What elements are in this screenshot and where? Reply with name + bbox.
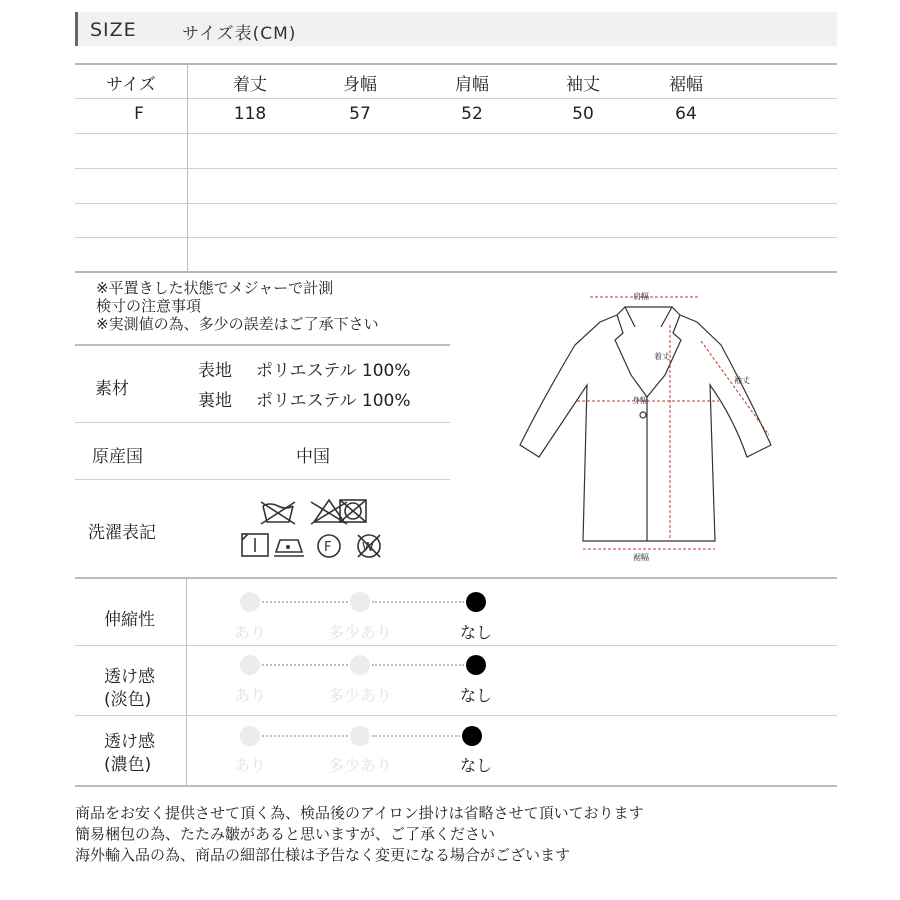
sheer-dark-dot-some — [350, 726, 370, 746]
iron-low-icon — [274, 540, 304, 556]
note-measure: ※平置きした状態でメジャーで計測 — [96, 279, 334, 297]
stretch-option-none: なし — [459, 623, 492, 642]
note-error: ※実測値の為、多少の誤差はご了承下さい — [96, 315, 379, 333]
stretch-option-yes: あり — [233, 623, 266, 642]
row-f-length: 118 — [233, 104, 267, 124]
no-wet-clean-icon — [358, 535, 380, 557]
sheer-light-option-some: 多少あり — [327, 686, 392, 705]
diagram-label-length: 着丈 — [654, 352, 670, 361]
material-outer-value: ポリエステル 100% — [256, 361, 411, 381]
row-f-chest: 57 — [349, 104, 371, 124]
svg-text:W: W — [362, 540, 374, 554]
washing-label: 洗濯表記 — [88, 523, 156, 543]
material-lining-part: 裏地 — [198, 391, 232, 411]
svg-text:F: F — [324, 540, 332, 555]
material-outer-part: 表地 — [198, 361, 232, 381]
diagram-label-sleeve: 袖丈 — [734, 376, 750, 385]
material-lining-value: ポリエステル 100% — [256, 391, 411, 411]
sheer-dark-sublabel: (濃色) — [104, 755, 152, 775]
sheer-light-label: 透け感 — [104, 667, 155, 687]
col-header-length: 着丈 — [233, 75, 267, 95]
no-tumble-dry-icon — [340, 500, 366, 522]
size-subtitle: サイズ表(CM) — [182, 24, 297, 44]
note-title: 検寸の注意事項 — [96, 297, 202, 315]
diagram-label-shoulder: 肩幅 — [633, 292, 649, 301]
material-label: 素材 — [95, 379, 129, 399]
row-f-hem: 64 — [675, 104, 697, 124]
sheer-dark-option-some: 多少あり — [327, 756, 392, 775]
stretch-label: 伸縮性 — [104, 610, 155, 630]
sheer-light-dot-yes — [240, 655, 260, 675]
origin-label: 原産国 — [92, 447, 143, 467]
no-wash-icon — [261, 502, 295, 524]
col-header-hem: 裾幅 — [669, 75, 703, 95]
dry-clean-f-icon — [318, 535, 340, 557]
stretch-dot-yes — [240, 592, 260, 612]
sheer-light-sublabel: (淡色) — [104, 690, 152, 710]
row-f-shoulder: 52 — [461, 104, 483, 124]
sheer-light-dot-some — [350, 655, 370, 675]
washing-symbols — [236, 494, 386, 564]
row-f-size: F — [134, 104, 144, 124]
sheer-light-option-yes: あり — [233, 686, 266, 705]
col-header-chest: 身幅 — [343, 75, 377, 95]
sheer-dark-option-none: なし — [459, 756, 492, 775]
stretch-option-some: 多少あり — [327, 623, 392, 642]
line-dry-shade-icon — [242, 534, 268, 556]
sheer-light-dot-none — [466, 655, 486, 675]
footer-note-packaging: 簡易梱包の為、たたみ皺があると思いますが、ご了承ください — [75, 825, 496, 843]
col-header-sleeve: 袖丈 — [566, 75, 600, 95]
row-f-sleeve: 50 — [572, 104, 594, 124]
size-title: SIZE — [90, 19, 137, 41]
coat-diagram — [515, 285, 785, 565]
sheer-light-option-none: なし — [459, 686, 492, 705]
sheer-dark-dot-yes — [240, 726, 260, 746]
col-header-shoulder: 肩幅 — [455, 75, 489, 95]
stretch-dot-some — [350, 592, 370, 612]
sheer-dark-dot-none — [462, 726, 482, 746]
origin-value: 中国 — [296, 447, 330, 467]
sheer-dark-label: 透け感 — [104, 732, 155, 752]
footer-note-spec: 海外輸入品の為、商品の細部仕様は予告なく変更になる場合がございます — [75, 846, 571, 864]
sheer-dark-option-yes: あり — [233, 756, 266, 775]
size-table — [75, 63, 837, 273]
col-header-size: サイズ — [106, 75, 156, 95]
footer-note-ironing: 商品をお安く提供させて頂く為、検品後のアイロン掛けは省略させて頂いております — [75, 804, 644, 822]
size-header — [75, 12, 837, 46]
diagram-label-chest: 身幅 — [632, 396, 648, 405]
diagram-label-hem: 裾幅 — [633, 553, 649, 562]
stretch-dot-none — [466, 592, 486, 612]
